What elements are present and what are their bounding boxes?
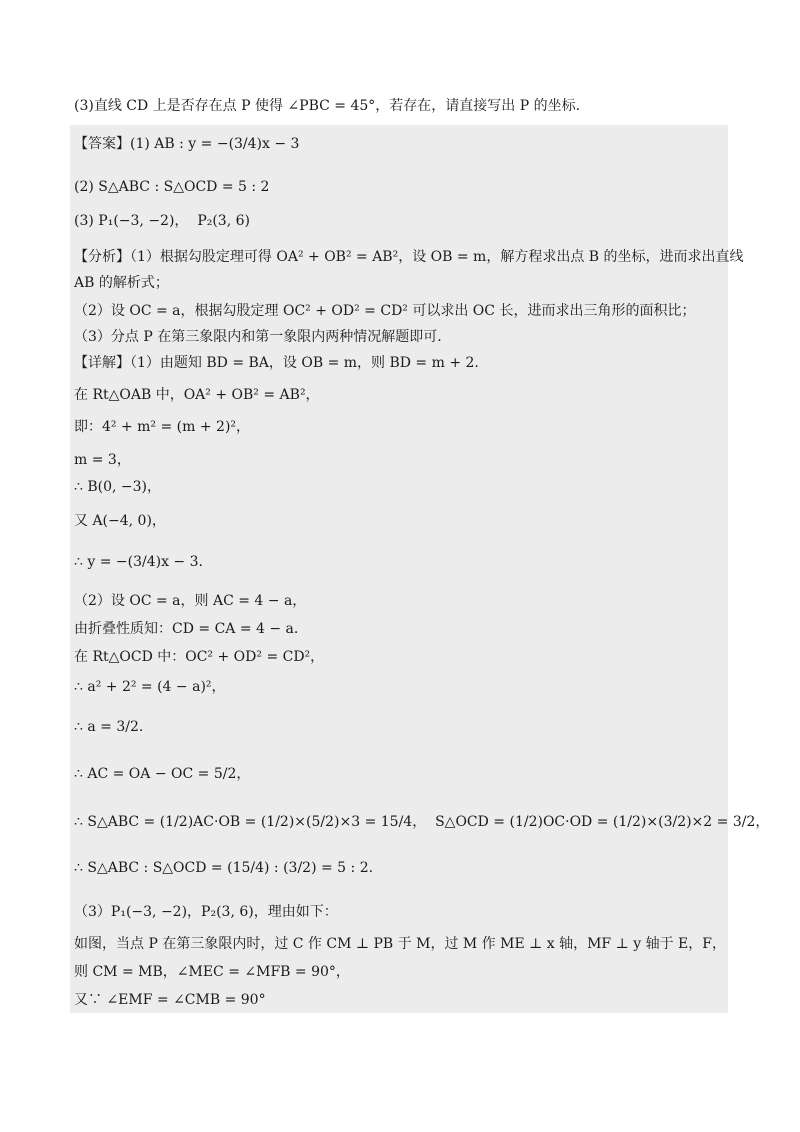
- detail-line: 在 Rt△OCD 中：OC² + OD² = CD²，: [74, 649, 325, 665]
- analysis-line: （3）分点 P 在第三象限内和第一象限内两种情况解题即可.: [74, 329, 442, 345]
- detail-line: 在 Rt△OAB 中，OA² + OB² = AB²，: [74, 387, 320, 403]
- analysis-line: 【分析】（1）根据勾股定理可得 OA² + OB² = AB²，设 OB = m，解方程求出点 B 的坐标，进而求出直线: [74, 249, 744, 265]
- detail-line: 如图，当点 P 在第三象限内时，过 C 作 CM ⊥ PB 于 M，过 M 作 ME ⊥ x 轴，MF ⊥ y 轴于 E，F，: [74, 936, 726, 952]
- detail-line: ∴ y = −(3/4)x − 3.: [74, 554, 203, 570]
- detail-line: ∴ S△ABC = (1/2)AC·OB = (1/2)×(5/2)×3 = 15/4， S△OCD = (1/2)OC·OD = (1/2)×(3/2)×2 = 3/2，: [74, 814, 770, 830]
- detail-line: ∴ AC = OA − OC = 5/2，: [74, 766, 251, 782]
- detail-line: ∴ a² + 2² = (4 − a)²，: [74, 679, 226, 695]
- detail-line: 又∵ ∠EMF = ∠CMB = 90°: [74, 992, 266, 1008]
- detail-line: 则 CM = MB，∠MEC = ∠MFB = 90°，: [74, 964, 350, 980]
- detail-line: 即：4² + m² = (m + 2)²，: [74, 419, 251, 435]
- detail-line: m = 3，: [74, 452, 131, 468]
- answer-line: 【答案】(1) AB : y = −(3/4)x − 3: [74, 136, 300, 152]
- analysis-line: AB 的解析式；: [74, 275, 169, 291]
- detail-line: （2）设 OC = a，则 AC = 4 − a，: [74, 593, 307, 609]
- detail-line: 又 A(−4, 0)，: [74, 513, 166, 529]
- detail-line: 由折叠性质知：CD = CA = 4 − a.: [74, 621, 299, 637]
- detail-line: （3）P₁(−3, −2)，P₂(3, 6)，理由如下：: [74, 904, 338, 920]
- detail-line: 【详解】（1）由题知 BD = BA，设 OB = m，则 BD = m + 2.: [74, 355, 479, 371]
- answer-line: (2) S△ABC : S△OCD = 5 : 2: [74, 179, 270, 195]
- detail-line: ∴ a = 3/2.: [74, 719, 144, 735]
- detail-line: ∴ B(0, −3)，: [74, 479, 162, 495]
- question-text: (3)直线 CD 上是否存在点 P 使得 ∠PBC = 45°，若存在，请直接写出 P 的坐标.: [74, 98, 581, 114]
- analysis-line: （2）设 OC = a，根据勾股定理 OC² + OD² = CD² 可以求出 OC 长，进而求出三角形的面积比；: [74, 303, 696, 319]
- detail-line: ∴ S△ABC : S△OCD = (15/4) : (3/2) = 5 : 2.: [74, 860, 374, 876]
- answer-line: (3) P₁(−3, −2)， P₂(3, 6): [74, 213, 250, 229]
